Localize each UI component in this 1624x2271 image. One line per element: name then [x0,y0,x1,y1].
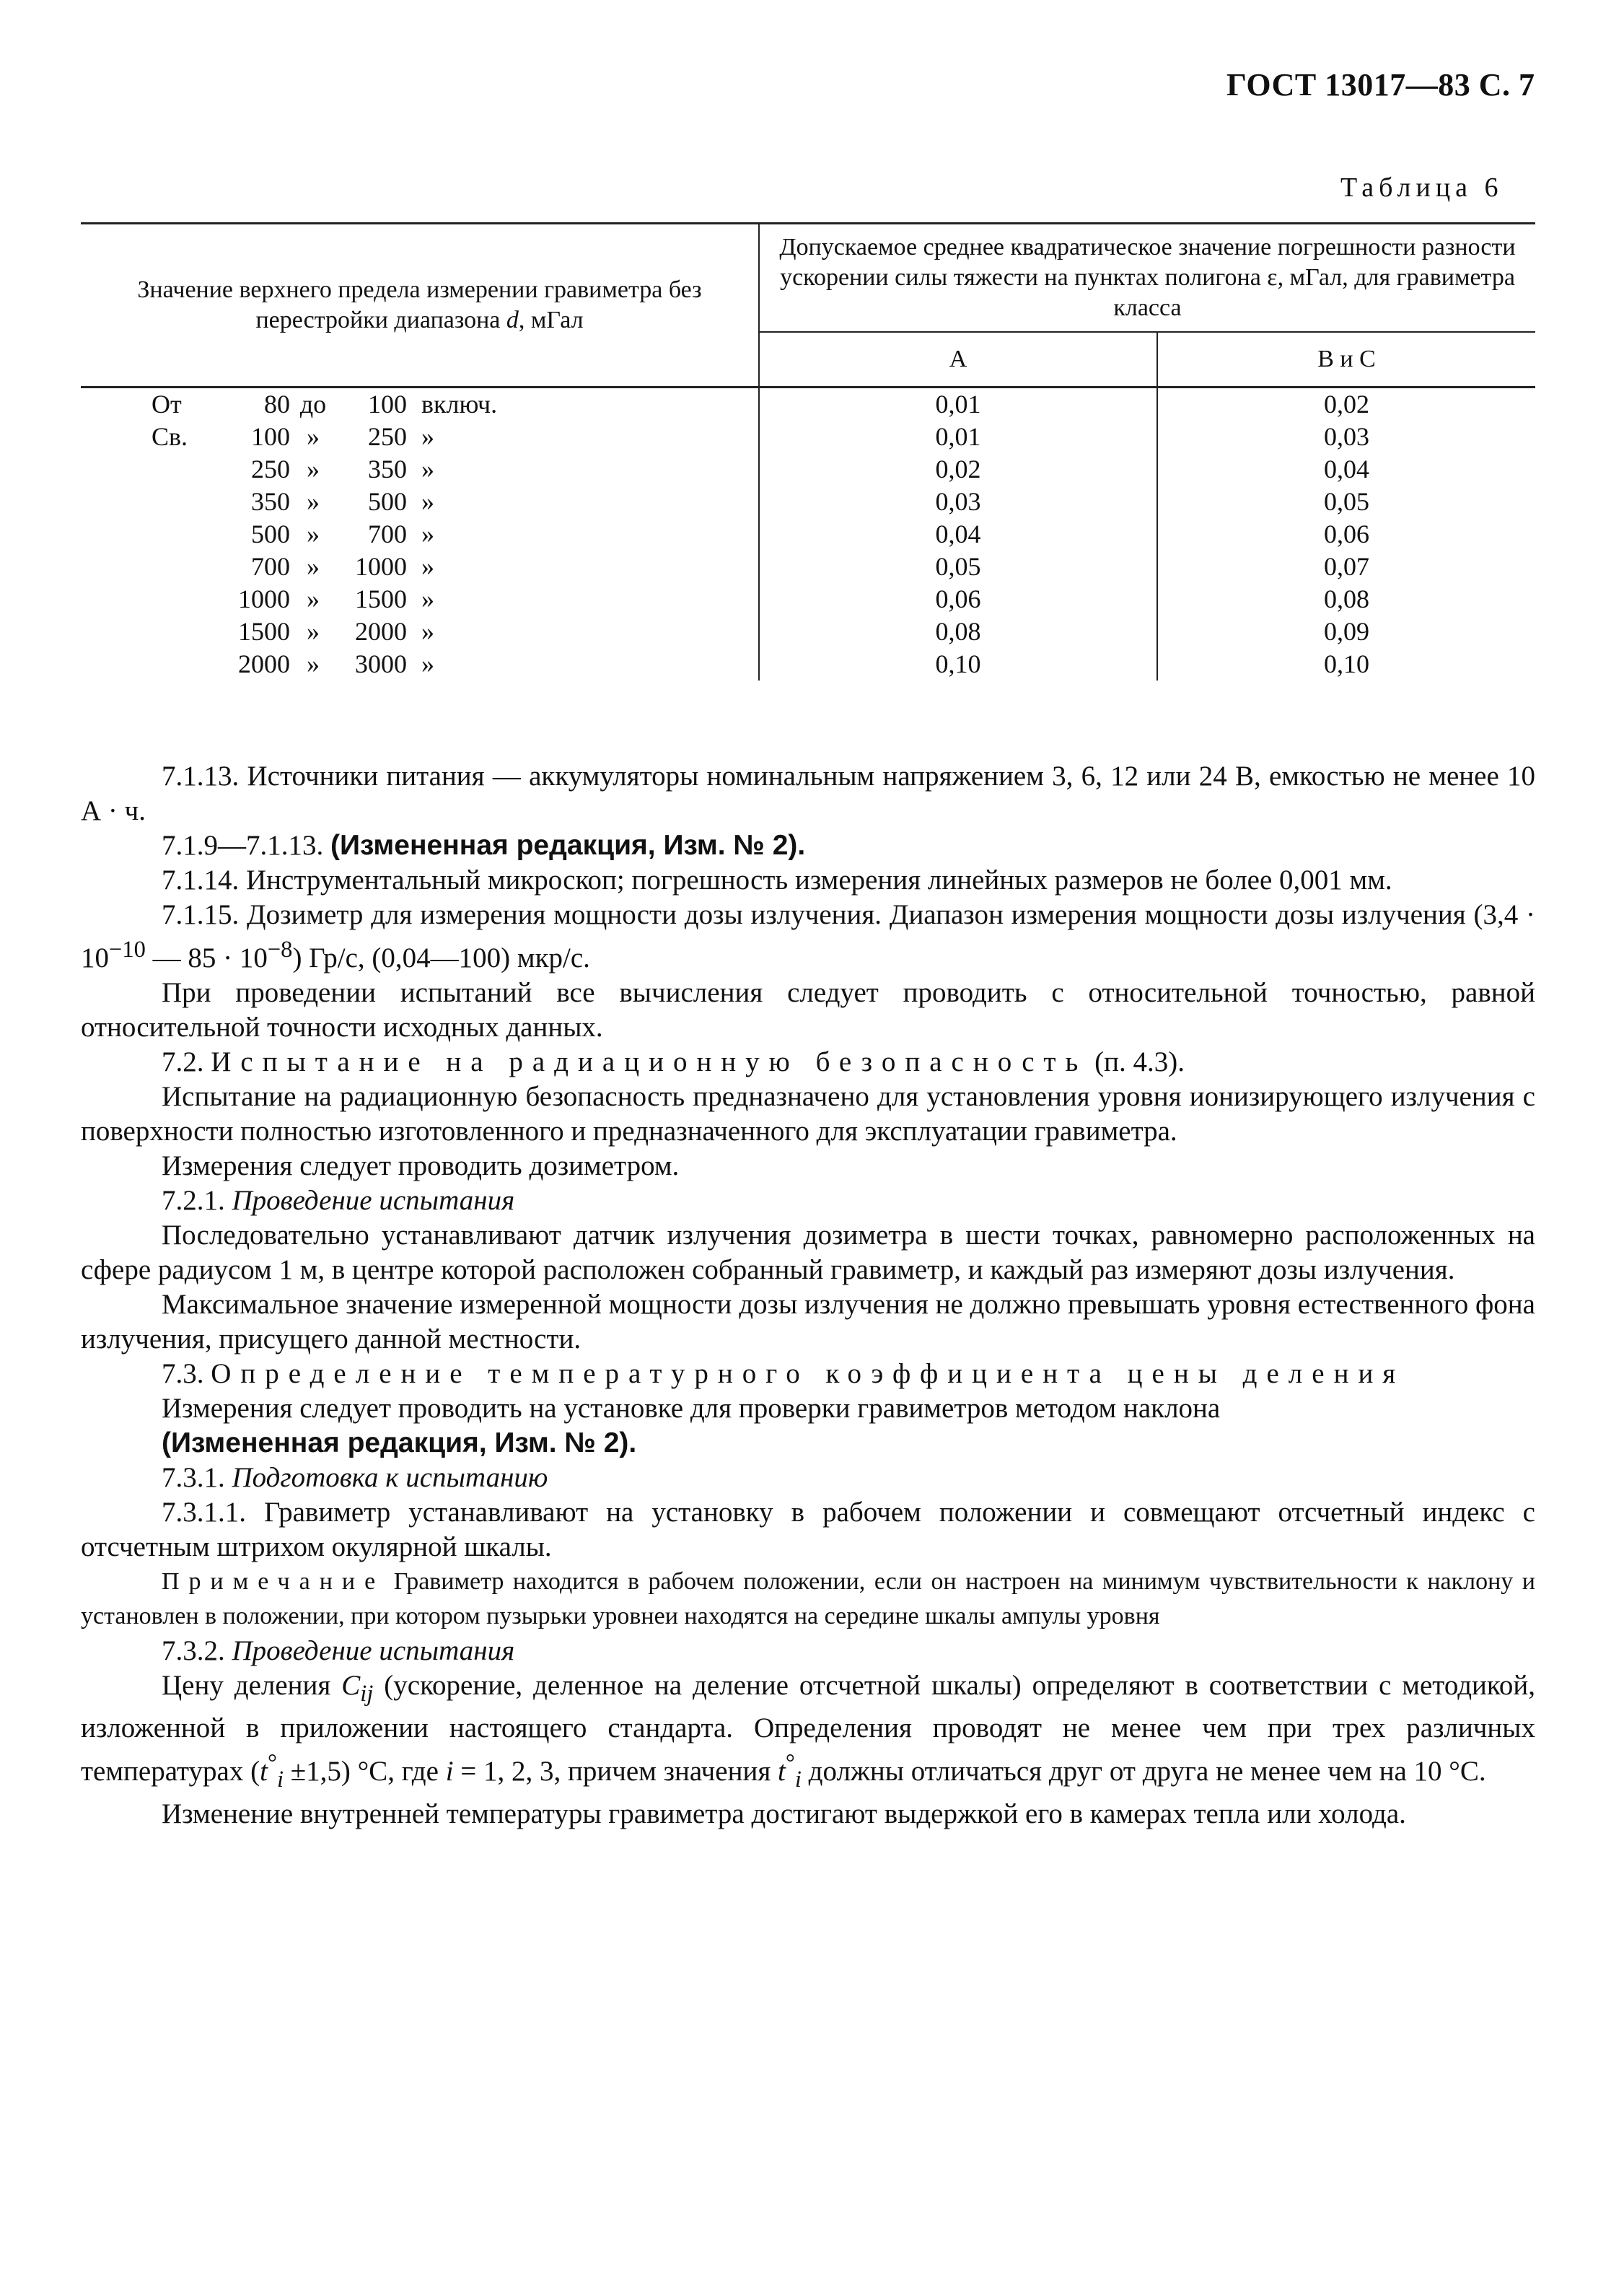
range-suffix: » [421,552,434,581]
class-bc-value: 0,07 [1324,552,1369,581]
range-suffix: » [421,422,434,451]
range-row [81,518,758,551]
range-to: 500 [368,487,407,516]
range-from: 80 [264,390,290,419]
range-suffix: » [421,520,434,548]
range-prefix [81,486,221,518]
range-suffix: » [421,585,434,613]
class-bc-value: 0,09 [1324,617,1369,646]
para-7-1-14: 7.1.14. Инструментальный микроскоп; погрешность измерения линейных размеров не более 0,001 мм. [162,865,1392,896]
para-7-3-body: Измерения следует проводить на установке для проверки гравиметров методом наклона [162,1393,1221,1424]
para-7-2-body: Испытание на радиационную безопасность предназначено для установления уровня ионизирующего излучения с поверхности полностью изготовленного и предназначенного для эксплуатации гравиметра. [81,1081,1535,1147]
range-from: 250 [251,455,290,483]
range-sep: » [307,487,320,516]
para-7-1-9-amendment: 7.1.9—7.1.13. (Измененная редакция, Изм. № 2). [162,830,806,861]
heading-7-3: 7.3. Определение температурного коэффициента цены деления [162,1358,1405,1389]
class-a-value: 0,04 [935,520,981,548]
class-a-value: 0,01 [935,422,981,451]
table-6 [81,222,1535,681]
range-row [81,616,758,648]
range-prefix [81,453,221,486]
para-7-1-15: 7.1.15. Дозиметр для измерения мощности дозы излучения. Диапазон измерения мощности дозы излучения ($3,4 \cdot 10^{-10}$ — $85 \cdot 10^{-8}$) Гр/с, (0,04—100) мкр/с. [81,899,1535,973]
range-suffix: включ. [421,390,498,419]
class-a-value: 0,01 [935,390,981,419]
range-row [81,583,758,616]
class-bc-value: 0,03 [1324,422,1369,451]
page-header: ГОСТ 13017—83 С. 7 [1226,67,1535,102]
range-sep: » [307,455,320,483]
range-to: 100 [368,390,407,419]
class-a-value: 0,08 [935,617,981,646]
range-from: 2000 [238,649,290,678]
range-row [81,648,758,681]
range-from: 350 [251,487,290,516]
para-7-1-13: 7.1.13. Источники питания — аккумуляторы номинальным напряжением 3, 6, 12 или 24 В, емкостью не менее 10 А · ч. [81,761,1535,826]
note-label: Примечание [162,1568,385,1595]
note: Примечание Гравиметр находится в рабочем положении, если он настроен на минимум чувствительности к наклону и установлен в положении, при котором пузырьки уровнеи находятся на середине шкалы ампулы уровня [81,1568,1535,1629]
class-a-value: 0,03 [935,487,981,516]
range-sep: » [307,552,320,581]
range-sep: » [307,617,320,646]
header-class-a: А [759,332,1157,388]
range-sep: » [307,585,320,613]
class-bc-value: 0,10 [1324,649,1369,678]
header-permissible-error: Допускаемое среднее квадратическое значение погрешности разности ускорении силы тяжести на пунктах полигона ε, мГал, для гравиметра класса [759,224,1535,333]
range-prefix: Св. [152,422,188,451]
range-row [81,388,758,421]
range-suffix: » [421,617,434,646]
class-bc-column [1157,388,1535,681]
heading-7-3-2: 7.3.2. Проведение испытания [162,1635,515,1666]
para-temperature: Изменение внутренней температуры гравиметра достигают выдержкой его в камерах тепла или холода. [162,1798,1406,1829]
range-prefix [81,551,221,583]
range-from: 1000 [238,585,290,613]
class-a-value: 0,02 [935,455,981,483]
range-to: 250 [368,422,407,451]
range-to: 1000 [355,552,407,581]
range-row [81,453,758,486]
class-bc-value: 0,08 [1324,585,1369,613]
range-sep: » [307,520,320,548]
para-7-3-2-body: Цену деления $C_{ij}$ (ускорение, деленное на деление отсчетной шкалы) определяют в соответствии с методикой, изложенной в приложении настоящего стандарта. Определения проводят не менее чем при трех различных температурах $(t^\circ_i \pm 1,5)$ °С, где i = 1, 2, 3, причем значения $t^\circ_i$ должны отличаться друг от друга не менее чем на 10 °С. [81,1670,1535,1793]
range-from: 500 [251,520,290,548]
para-calc-accuracy: При проведении испытаний все вычисления следует проводить с относительной точностью, равной относительной точности исходных данных. [81,977,1535,1043]
header-measurement-limit: Значение верхнего предела измерении гравиметра без перестройки диапазона d, мГал [81,224,759,388]
class-a-value: 0,05 [935,552,981,581]
heading-7-2: 7.2. Испытание на радиационную безопасность (п. 4.3). [162,1046,1185,1077]
class-bc-value: 0,04 [1324,455,1369,483]
table-caption: Таблица 6 [1340,172,1504,203]
range-from: 700 [251,552,290,581]
heading-7-3-1: 7.3.1. Подготовка к испытанию [162,1462,548,1493]
range-sep: до [299,390,327,419]
para-7-2-1-max: Максимальное значение измеренной мощности дозы излучения не должно превышать уровня естественного фона излучения, присущего данной местности. [81,1289,1535,1355]
range-to: 3000 [355,649,407,678]
body-text [81,759,1535,1832]
range-row [81,486,758,518]
range-prefix [81,616,221,648]
range-from: 1500 [238,617,290,646]
range-row [81,551,758,583]
range-to: 1500 [355,585,407,613]
class-a-value: 0,06 [935,585,981,613]
range-suffix: » [421,455,434,483]
para-7-3-1-1: 7.3.1.1. Гравиметр устанавливают на установку в рабочем положении и совмещают отсчетный индекс с отсчетным штрихом окулярной шкалы. [81,1497,1535,1562]
para-7-2-1-body: Последовательно устанавливают датчик излучения дозиметра в шести точках, равномерно расположенных на сфере радиусом 1 м, в центре которой расположен собранный гравиметр, и каждый раз измеряют дозы излучения. [81,1220,1535,1285]
range-prefix [81,648,221,681]
header-class-bc: В и С [1157,332,1535,388]
para-7-2-measure: Измерения следует проводить дозиметром. [162,1150,680,1181]
range-to: 2000 [355,617,407,646]
class-bc-value: 0,02 [1324,390,1369,419]
heading-7-2-1: 7.2.1. Проведение испытания [162,1185,515,1216]
range-to: 700 [368,520,407,548]
class-a-value: 0,10 [935,649,981,678]
range-prefix: От [152,390,182,419]
range-sep: » [307,649,320,678]
range-suffix: » [421,487,434,516]
range-column [81,388,759,681]
class-bc-value: 0,05 [1324,487,1369,516]
class-a-column [759,388,1157,681]
range-prefix [81,518,221,551]
range-prefix [81,583,221,616]
class-bc-value: 0,06 [1324,520,1369,548]
para-7-3-amendment: (Измененная редакция, Изм. № 2). [162,1427,637,1458]
range-suffix: » [421,649,434,678]
range-row [81,421,758,453]
range-to: 350 [368,455,407,483]
range-sep: » [307,422,320,451]
range-from: 100 [251,422,290,451]
